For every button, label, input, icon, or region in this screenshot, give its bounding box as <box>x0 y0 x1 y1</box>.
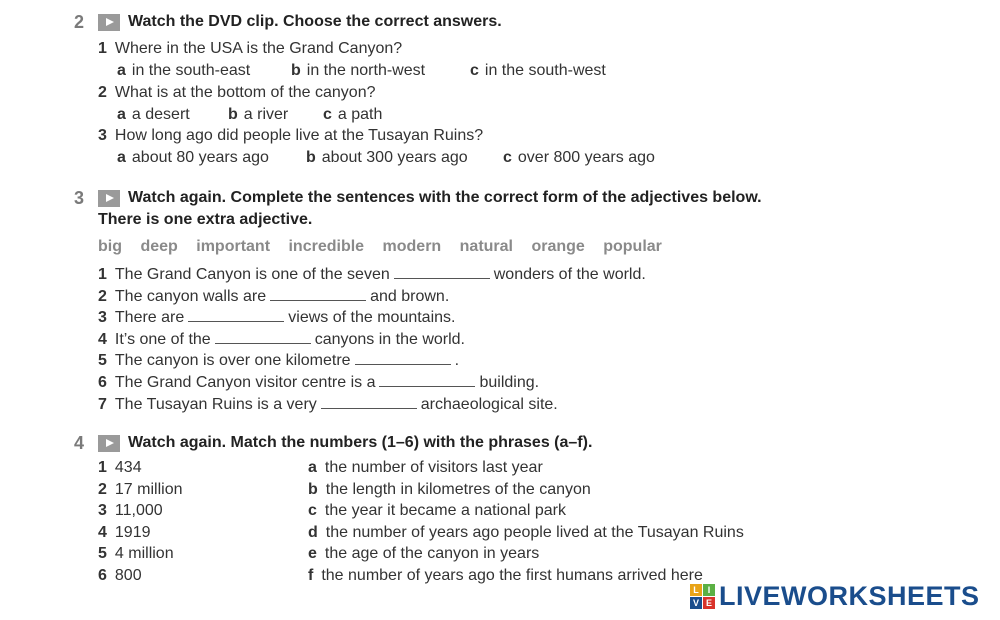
word-bank <box>98 238 676 256</box>
play-icon <box>98 14 120 31</box>
word-bank-item: natural <box>459 238 513 255</box>
sentence: 7 The Tusayan Ruins is a very archaeological site. <box>98 396 558 413</box>
match-number[interactable]: 5 4 million <box>98 545 174 562</box>
answer-option[interactable]: a a desert <box>117 106 190 123</box>
exercise-2-header <box>74 11 502 33</box>
match-phrase[interactable]: f the number of years ago the first humans arrived here <box>308 567 703 584</box>
answer-option[interactable]: c over 800 years ago <box>503 149 655 166</box>
exercise-number: 3 <box>74 187 85 208</box>
answer-option[interactable]: b about 300 years ago <box>306 149 468 166</box>
match-number[interactable]: 4 1919 <box>98 524 151 541</box>
liveworksheets-logo <box>690 580 980 612</box>
sentence: 1 The Grand Canyon is one of the seven wonders of the world. <box>98 266 646 283</box>
question: 1 Where in the USA is the Grand Canyon? <box>98 40 403 57</box>
word-bank-item: incredible <box>288 238 365 255</box>
exercise-title: Watch the DVD clip. Choose the correct answers. <box>128 13 502 30</box>
word-bank-item: orange <box>531 238 585 255</box>
answer-option[interactable]: b in the north-west <box>291 62 426 79</box>
sentence: 6 The Grand Canyon visitor centre is a building. <box>98 374 540 391</box>
exercise-title: Watch again. Match the numbers (1–6) with the phrases (a–f). <box>128 434 593 451</box>
match-number[interactable]: 6 800 <box>98 567 142 584</box>
answer-option[interactable]: c a path <box>323 106 383 123</box>
sentence: 4 It’s one of the canyons in the world. <box>98 331 465 348</box>
match-phrase[interactable]: d the number of years ago people lived at the Tusayan Ruins <box>308 524 744 541</box>
match-phrase[interactable]: a the number of visitors last year <box>308 459 543 476</box>
match-phrase[interactable]: e the age of the canyon in years <box>308 545 540 562</box>
exercise-3-header <box>74 187 762 209</box>
match-phrase[interactable]: c the year it became a national park <box>308 502 566 519</box>
answer-blank[interactable] <box>394 264 490 279</box>
word-bank-item: popular <box>603 238 662 255</box>
exercise-subtitle: There is one extra adjective. <box>98 211 313 228</box>
match-number[interactable]: 3 11,000 <box>98 502 163 519</box>
sentence: 5 The canyon is over one kilometre . <box>98 352 460 369</box>
sentence: 3 There are views of the mountains. <box>98 309 456 326</box>
exercise-title: Watch again. Complete the sentences with the correct form of the adjectives below. <box>128 189 762 206</box>
answer-blank[interactable] <box>321 394 417 409</box>
logo-mark: L I V E <box>690 584 715 609</box>
match-phrase[interactable]: b the length in kilometres of the canyon <box>308 481 591 498</box>
word-bank-item: modern <box>382 238 442 255</box>
logo-text: LIVEWORKSHEETS <box>719 580 980 611</box>
answer-option[interactable]: a about 80 years ago <box>117 149 269 166</box>
sentence: 2 The canyon walls are and brown. <box>98 288 450 305</box>
exercise-4-header <box>74 432 592 454</box>
question: 3 How long ago did people live at the Tusayan Ruins? <box>98 127 484 144</box>
exercise-number: 2 <box>74 11 85 32</box>
answer-blank[interactable] <box>215 329 311 344</box>
match-number[interactable]: 2 17 million <box>98 481 183 498</box>
word-bank-item: deep <box>140 238 178 255</box>
word-bank-item: important <box>196 238 271 255</box>
answer-blank[interactable] <box>188 307 284 322</box>
match-number[interactable]: 1 434 <box>98 459 142 476</box>
answer-blank[interactable] <box>270 286 366 301</box>
answer-blank[interactable] <box>355 350 451 365</box>
answer-option[interactable]: c in the south-west <box>470 62 606 79</box>
play-icon <box>98 190 120 207</box>
play-icon <box>98 435 120 452</box>
question: 2 What is at the bottom of the canyon? <box>98 84 376 101</box>
exercise-number: 4 <box>74 432 85 453</box>
answer-option[interactable]: a in the south-east <box>117 62 251 79</box>
answer-blank[interactable] <box>379 372 475 387</box>
word-bank-item: big <box>98 238 122 255</box>
answer-option[interactable]: b a river <box>228 106 289 123</box>
